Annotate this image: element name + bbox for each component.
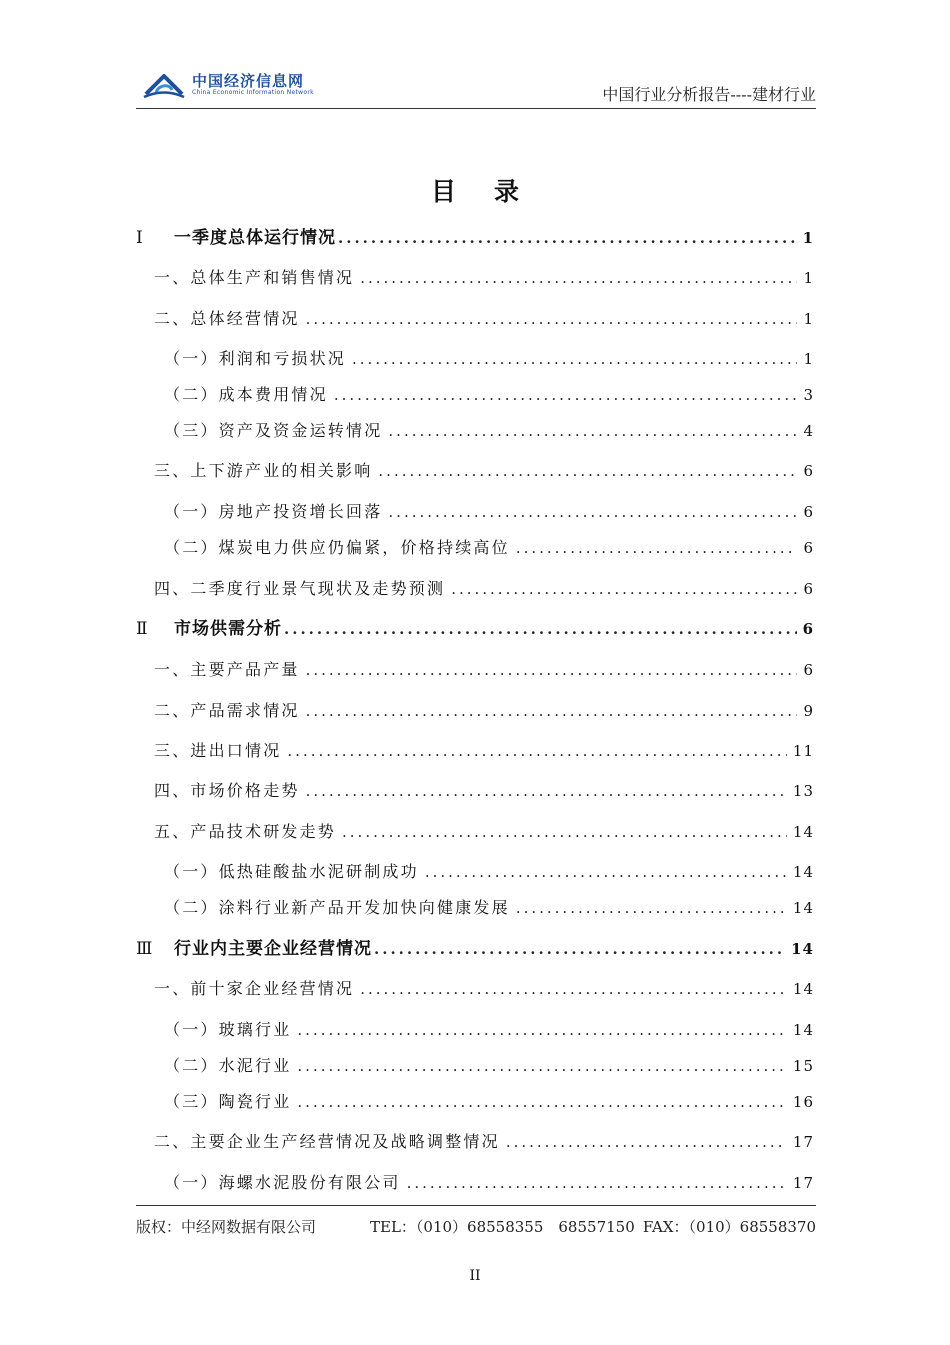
logo-english-name: China Economic Information Network [192, 89, 314, 96]
toc-entry-text: （一）利润和亏损状况 [164, 349, 347, 368]
toc-page-number: 1 [803, 310, 814, 328]
toc-page-number: 14 [791, 940, 814, 958]
toc-entry-text: （二）煤炭电力供应仍偏紧，价格持续高位 [164, 538, 510, 557]
toc-entry-label [136, 617, 282, 641]
toc-page-number: 6 [803, 462, 814, 480]
toc-entry-label [164, 1054, 291, 1078]
toc-page-number: 17 [792, 1133, 814, 1151]
toc-page-number: 11 [792, 742, 814, 760]
toc-dot-leader [374, 937, 785, 961]
toc-page-number: 6 [803, 580, 814, 598]
toc-page-number: 6 [802, 620, 814, 638]
toc-entry-label [154, 739, 281, 763]
toc-entry-text: 二、总体经营情况 [154, 309, 300, 328]
toc-entry[interactable] [136, 226, 814, 250]
toc-page-number: 15 [792, 1057, 814, 1075]
toc-entry[interactable] [154, 820, 814, 844]
toc-dot-leader [407, 1171, 787, 1195]
toc-part-numeral: Ⅱ [136, 619, 149, 639]
toc-entry-label [164, 347, 346, 371]
toc-dot-leader [338, 226, 797, 250]
toc-entry-label [154, 779, 300, 803]
toc-entry-label [164, 1090, 291, 1114]
toc-entry[interactable] [154, 977, 814, 1001]
toc-entry-text: 一、总体生产和销售情况 [154, 268, 355, 287]
toc-entry-text: 一、前十家企业经营情况 [154, 979, 355, 998]
toc-page-number: 3 [803, 386, 814, 404]
toc-entry[interactable] [136, 937, 814, 961]
toc-entry-label [154, 577, 445, 601]
toc-dot-leader [378, 459, 797, 483]
toc-entry-label [136, 226, 336, 250]
toc-entry-text: （一）低热硅酸盐水泥研制成功 [164, 862, 419, 881]
toc-entry[interactable] [136, 617, 814, 641]
toc-entry[interactable] [164, 1090, 814, 1114]
toc-page-number: 14 [792, 823, 814, 841]
cei-logo [142, 70, 314, 100]
page-header [136, 66, 816, 108]
header-divider [136, 108, 816, 109]
toc-part-numeral: Ⅰ [136, 228, 144, 248]
toc-entry-text: （一）海螺水泥股份有限公司 [164, 1173, 401, 1192]
toc-page-number: 13 [792, 782, 814, 800]
toc-dot-leader [516, 536, 798, 560]
toc-entry[interactable] [154, 779, 814, 803]
toc-page-number: 9 [803, 702, 814, 720]
toc-entry-text: 四、二季度行业景气现状及走势预测 [154, 579, 446, 598]
footer-divider [136, 1205, 816, 1206]
toc-entry-text: （二）成本费用情况 [164, 385, 328, 404]
toc-entry-label [154, 977, 354, 1001]
toc-entry-label [154, 820, 336, 844]
footer-copyright: 版权：中经网数据有限公司 [136, 1218, 317, 1236]
toc-dot-leader [342, 820, 787, 844]
toc-entry-label [164, 419, 382, 443]
toc-entry-label [164, 383, 328, 407]
toc-entry[interactable] [164, 896, 814, 920]
footer-fax: FAX：（010）68558370 [642, 1218, 816, 1236]
toc-entry[interactable] [154, 266, 814, 290]
toc-entry-text: 市场供需分析 [174, 619, 282, 639]
toc-dot-leader [297, 1018, 787, 1042]
toc-page-number: 17 [792, 1174, 814, 1192]
toc-entry-text: （一）房地产投资增长回落 [164, 502, 383, 521]
toc-entry[interactable] [154, 739, 814, 763]
toc-dot-leader [287, 739, 787, 763]
toc-dot-leader [284, 617, 797, 641]
toc-page-number: 14 [792, 1021, 814, 1039]
toc-page-number: 16 [792, 1093, 814, 1111]
toc-entry[interactable] [154, 699, 814, 723]
toc-dot-leader [306, 779, 787, 803]
toc-entry-text: 一、主要产品产量 [154, 660, 300, 679]
toc-entry-label [154, 1130, 500, 1154]
toc-entry-text: 一季度总体运行情况 [174, 228, 336, 248]
toc-entry-text: （二）水泥行业 [164, 1056, 292, 1075]
toc-dot-leader [306, 699, 798, 723]
logo-chinese-name: 中国经济信息网 [192, 72, 305, 90]
toc-dot-leader [306, 307, 798, 331]
toc-part-numeral: Ⅲ [136, 939, 154, 959]
toc-heading: 目录 [430, 177, 557, 206]
toc-page-number: 14 [792, 863, 814, 881]
toc-entry[interactable] [164, 383, 814, 407]
toc-dot-leader [516, 896, 787, 920]
toc-entry-label [154, 459, 372, 483]
toc-entry[interactable] [154, 577, 814, 601]
toc-page-number: 1 [803, 269, 814, 287]
toc-dot-leader [388, 500, 797, 524]
toc-entry-text: （三）陶瓷行业 [164, 1092, 292, 1111]
toc-entry-label [164, 500, 382, 524]
toc-entry[interactable] [164, 536, 814, 560]
toc-entry[interactable] [154, 307, 814, 331]
toc-entry-text: 三、上下游产业的相关影响 [154, 461, 373, 480]
toc-entry[interactable] [164, 500, 814, 524]
toc-entry-text: 行业内主要企业经营情况 [174, 939, 372, 959]
toc-entry-label [164, 1171, 401, 1195]
toc-entry[interactable] [154, 658, 814, 682]
toc-dot-leader [360, 977, 787, 1001]
toc-entry[interactable] [164, 347, 814, 371]
toc-page-number: 4 [803, 422, 814, 440]
toc-page-number: 14 [792, 899, 814, 917]
toc-entry-text: （三）资产及资金运转情况 [164, 421, 383, 440]
toc-dot-leader [297, 1054, 787, 1078]
toc-dot-leader [451, 577, 797, 601]
toc-entry-label [154, 266, 354, 290]
toc-entry-text: 四、市场价格走势 [154, 781, 300, 800]
toc-dot-leader [306, 658, 798, 682]
toc-page-number: 1 [802, 229, 814, 247]
toc-page-number: 6 [803, 503, 814, 521]
toc-entry-text: 二、主要企业生产经营情况及战略调整情况 [154, 1132, 500, 1151]
page-number: II [469, 1268, 481, 1284]
toc-entry-text: 二、产品需求情况 [154, 701, 300, 720]
toc-page-number: 1 [803, 350, 814, 368]
toc-entry-label [154, 307, 300, 331]
toc-entry-label [164, 1018, 291, 1042]
toc-entry[interactable] [154, 459, 814, 483]
toc-dot-leader [297, 1090, 787, 1114]
toc-entry-label [164, 860, 419, 884]
toc-page-number: 14 [792, 980, 814, 998]
report-title: 中国行业分析报告----建材行业 [602, 85, 816, 104]
toc-dot-leader [425, 860, 787, 884]
toc-page-number: 6 [803, 661, 814, 679]
toc-entry[interactable] [164, 419, 814, 443]
toc-dot-leader [506, 1130, 787, 1154]
toc-dot-leader [388, 419, 797, 443]
toc-entry-label [136, 937, 372, 961]
toc-entry[interactable] [164, 1054, 814, 1078]
toc-page-number: 6 [803, 539, 814, 557]
toc-entry-text: （二）涂料行业新产品开发加快向健康发展 [164, 898, 510, 917]
cei-logo-icon [142, 70, 186, 100]
footer-telephone: TEL：（010）68558355 68557150 [370, 1218, 635, 1236]
toc-entry-label [164, 896, 510, 920]
toc-entry-text: 五、产品技术研发走势 [154, 822, 337, 841]
toc-entry-label [164, 536, 510, 560]
toc-entry[interactable] [164, 1018, 814, 1042]
toc-entry-label [154, 658, 300, 682]
toc-dot-leader [360, 266, 797, 290]
toc-entry-label [154, 699, 300, 723]
toc-entry[interactable] [164, 860, 814, 884]
toc-entry[interactable] [164, 1171, 814, 1195]
toc-entry-text: 三、进出口情况 [154, 741, 282, 760]
toc-entry-text: （一）玻璃行业 [164, 1020, 292, 1039]
toc-dot-leader [352, 347, 797, 371]
toc-dot-leader [334, 383, 798, 407]
toc-entry[interactable] [154, 1130, 814, 1154]
